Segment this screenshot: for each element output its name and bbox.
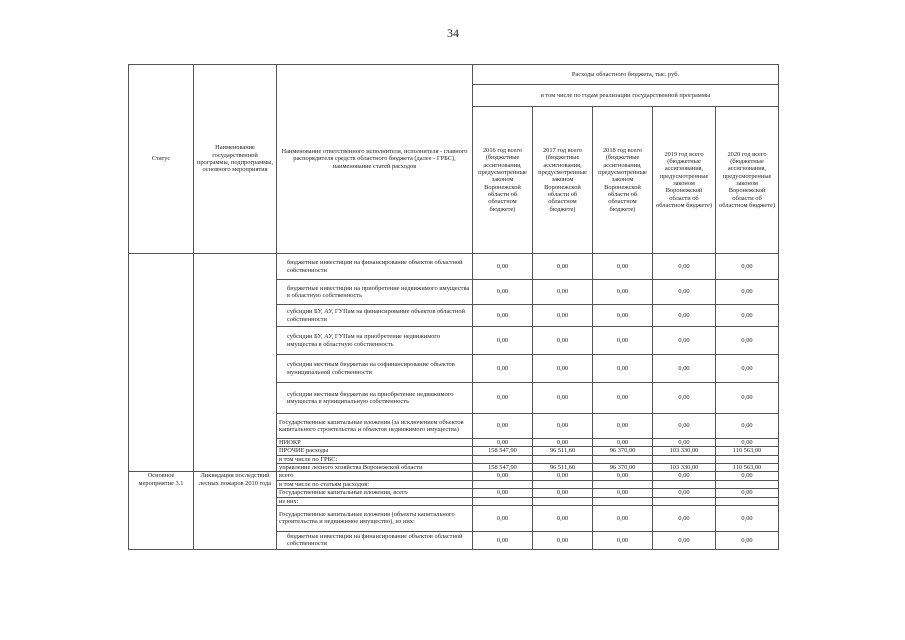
value-cell: 0,00 [653, 531, 716, 549]
value-cell: 0,00 [716, 383, 779, 414]
value-cell: 0,00 [593, 355, 653, 383]
budget-table [128, 64, 779, 550]
value-cell: 0,00 [593, 472, 653, 480]
value-cell: 0,00 [593, 383, 653, 414]
row-label: бюджетные инвестиции на финансирование объектов областной собственности [277, 531, 473, 549]
value-cell: 0,00 [533, 280, 593, 305]
value-cell: 0,00 [533, 439, 593, 447]
value-cell: 0,00 [533, 355, 593, 383]
value-cell: 0,00 [473, 414, 533, 439]
header-program-name: Наименование государственной программы, подпрограммы, основного мероприятия [194, 65, 277, 254]
value-cell [473, 480, 533, 488]
value-cell [593, 480, 653, 488]
row-label: управление лесного хозяйства Воронежской области [277, 464, 473, 472]
value-cell: 0,00 [593, 505, 653, 531]
value-cell [653, 497, 716, 505]
value-cell [533, 480, 593, 488]
value-cell: 0,00 [593, 531, 653, 549]
value-cell: 0,00 [533, 327, 593, 355]
header-executor: Наименование ответственного исполнителя, исполнителя - главного распорядителя средств областного бюджета (далее - ГРБС), наименование статей расходов [277, 65, 473, 254]
value-cell: 0,00 [473, 439, 533, 447]
value-cell: 0,00 [716, 439, 779, 447]
value-cell: 0,00 [533, 383, 593, 414]
value-cell: 110 563,00 [716, 464, 779, 472]
value-cell [533, 455, 593, 463]
row-label: субсидии БУ, АУ, ГУПам на финансирование объектов областной собственности [277, 305, 473, 327]
value-cell: 0,00 [533, 254, 593, 280]
row-label: Государственные капитальные вложения (объекты капитального строительства и недвижимое имущество), из них: [277, 505, 473, 531]
value-cell: 0,00 [533, 414, 593, 439]
value-cell: 0,00 [716, 355, 779, 383]
value-cell: 0,00 [653, 472, 716, 480]
value-cell [473, 497, 533, 505]
value-cell: 0,00 [533, 489, 593, 497]
page-number: 34 [447, 26, 459, 40]
value-cell: 0,00 [473, 505, 533, 531]
value-cell: 0,00 [653, 355, 716, 383]
value-cell: 103 330,00 [653, 464, 716, 472]
value-cell: 0,00 [716, 472, 779, 480]
value-cell: 96 370,00 [593, 464, 653, 472]
value-cell: 0,00 [593, 414, 653, 439]
value-cell: 0,00 [716, 327, 779, 355]
value-cell: 0,00 [716, 280, 779, 305]
value-cell: 0,00 [653, 383, 716, 414]
row-label: в том числе по статьям расходов: [277, 480, 473, 488]
value-cell: 0,00 [653, 489, 716, 497]
value-cell: 0,00 [533, 531, 593, 549]
row-label: ПРОЧИЕ расходы [277, 447, 473, 455]
value-cell: 0,00 [593, 305, 653, 327]
value-cell [473, 455, 533, 463]
value-cell: 0,00 [473, 472, 533, 480]
value-cell: 0,00 [593, 327, 653, 355]
value-cell: 0,00 [593, 439, 653, 447]
value-cell: 158 547,90 [473, 464, 533, 472]
value-cell: 103 330,00 [653, 447, 716, 455]
main-event-name: Ликвидация последствий лесных пожаров 2010 года [194, 472, 277, 549]
value-cell: 0,00 [653, 414, 716, 439]
row-label: в том числе по ГРБС: [277, 455, 473, 463]
value-cell [653, 480, 716, 488]
value-cell: 0,00 [473, 531, 533, 549]
value-cell: 0,00 [716, 531, 779, 549]
value-cell: 0,00 [593, 254, 653, 280]
value-cell [716, 480, 779, 488]
value-cell: 0,00 [716, 489, 779, 497]
value-cell: 0,00 [593, 489, 653, 497]
header-year-2020: 2020 год всего (бюджетные ассигнования, предусмотренные законом Воронежской области об областном бюджете) [716, 107, 779, 254]
value-cell: 0,00 [716, 414, 779, 439]
value-cell: 96 511,60 [533, 464, 593, 472]
value-cell [653, 455, 716, 463]
value-cell: 96 511,60 [533, 447, 593, 455]
status-main-event-3-1: Основное мероприятие 3.1 [129, 472, 194, 549]
value-cell: 110 563,00 [716, 447, 779, 455]
row-label: всего [277, 472, 473, 480]
value-cell: 0,00 [473, 280, 533, 305]
value-cell: 0,00 [653, 439, 716, 447]
value-cell [593, 497, 653, 505]
header-year-2019: 2019 год всего (бюджетные ассигнования, предусмотренные законом Воронежской области об областном бюджете) [653, 107, 716, 254]
row-label: Государственные капитальные вложения (за исключением объектов капитального строительства и объектов недвижимого имущества) [277, 414, 473, 439]
value-cell [716, 455, 779, 463]
header-year-2017: 2017 год всего (бюджетные ассигнования, предусмотренные законом Воронежской области об областном бюджете) [533, 107, 593, 254]
value-cell: 0,00 [533, 305, 593, 327]
row-label: бюджетные инвестиции на приобретение недвижимого имущества в областную собственность [277, 280, 473, 305]
row-label: НИОКР [277, 439, 473, 447]
value-cell: 0,00 [653, 254, 716, 280]
value-cell: 0,00 [533, 505, 593, 531]
value-cell: 96 370,00 [593, 447, 653, 455]
value-cell: 0,00 [716, 305, 779, 327]
row-label: субсидии местным бюджетам на софинансирование объектов муниципальной собственности [277, 355, 473, 383]
name-cell-empty [194, 254, 277, 472]
value-cell [716, 497, 779, 505]
header-year-2018: 2018 год всего (бюджетные ассигнования, предусмотренные законом Воронежской области об областном бюджете) [593, 107, 653, 254]
header-status: Статус [129, 65, 194, 254]
value-cell: 158 547,90 [473, 447, 533, 455]
value-cell: 0,00 [716, 254, 779, 280]
value-cell: 0,00 [473, 489, 533, 497]
row-label: бюджетные инвестиции на финансирование объектов областной собственности [277, 254, 473, 280]
value-cell: 0,00 [473, 254, 533, 280]
value-cell: 0,00 [653, 280, 716, 305]
value-cell: 0,00 [593, 280, 653, 305]
row-label: субсидии местным бюджетам на приобретение недвижимого имущества в муниципальную собственность [277, 383, 473, 414]
status-cell-empty [129, 254, 194, 472]
value-cell: 0,00 [716, 505, 779, 531]
value-cell: 0,00 [653, 305, 716, 327]
value-cell: 0,00 [473, 355, 533, 383]
row-label: субсидии БУ, АУ, ГУПам на приобретение недвижимого имущества в областную собственность [277, 327, 473, 355]
row-label: Государственные капитальные вложения, всего [277, 489, 473, 497]
header-expenses: Расходы областного бюджета, тыс. руб. [473, 65, 779, 85]
value-cell [593, 455, 653, 463]
header-year-2016: 2016 год всего (бюджетные ассигнования, предусмотренные законом Воронежской области об областном бюджете) [473, 107, 533, 254]
value-cell: 0,00 [653, 505, 716, 531]
value-cell: 0,00 [473, 383, 533, 414]
value-cell: 0,00 [473, 305, 533, 327]
header-by-years: в том числе по годам реализации государственной программы [473, 85, 779, 107]
value-cell: 0,00 [473, 327, 533, 355]
value-cell: 0,00 [653, 327, 716, 355]
row-label: из них: [277, 497, 473, 505]
value-cell [533, 497, 593, 505]
value-cell: 0,00 [533, 472, 593, 480]
